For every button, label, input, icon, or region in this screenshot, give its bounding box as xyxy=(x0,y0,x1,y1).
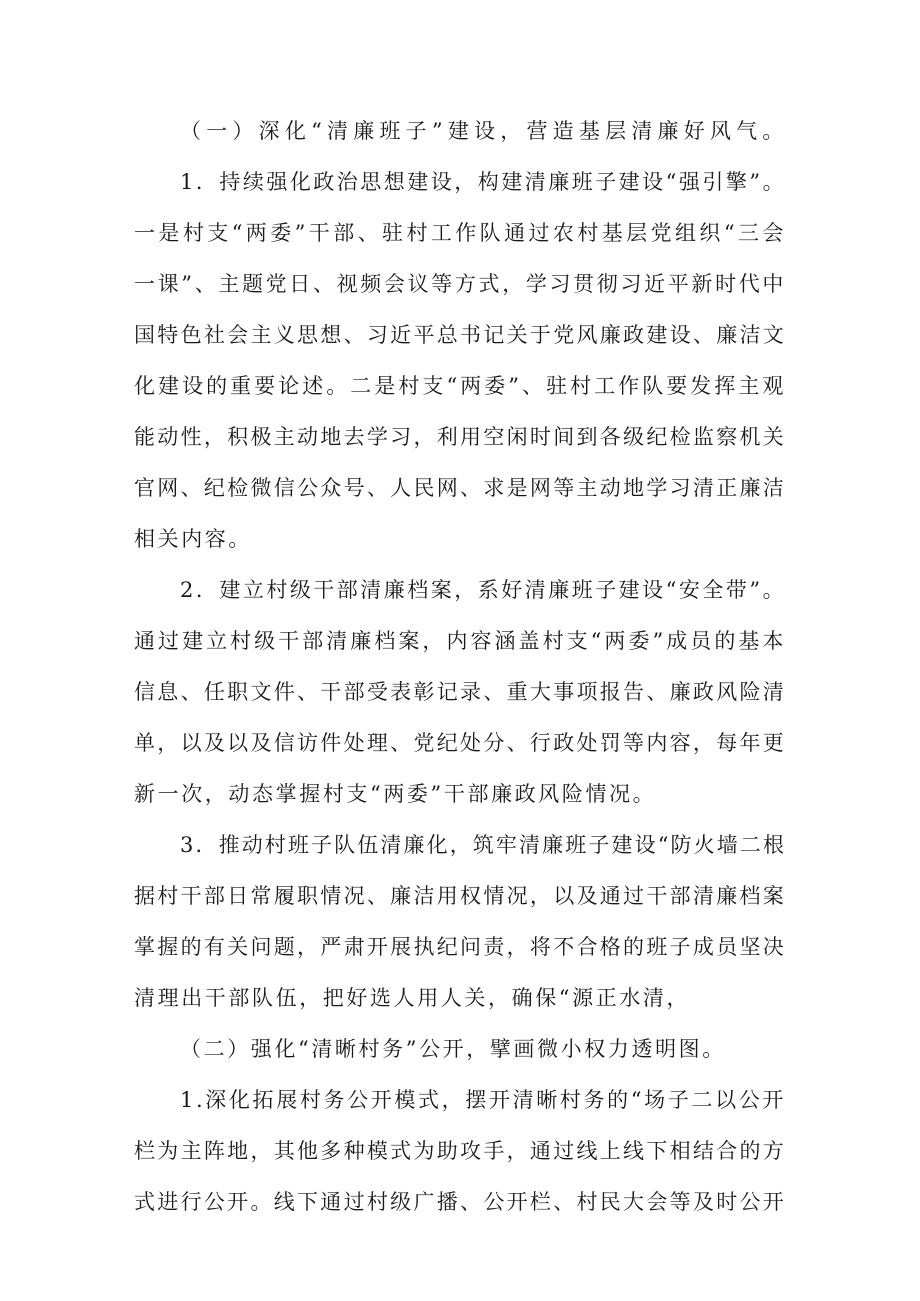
paragraph-line: 2．建立村级干部清廉档案，系好清廉班子建设“安全带”。 xyxy=(180,578,786,602)
section-heading-2: （二）强化“清晰村务”公开，擘画微小权力透明图。 xyxy=(180,1037,726,1061)
paragraph-line: 一是村支“两委”干部、驻村工作队通过农村基层党组织“三会 xyxy=(134,221,786,245)
paragraph-line: 新一次，动态掌握村支“两委”干部廉政风险情况。 xyxy=(134,782,657,806)
paragraph-line: 1．持续强化政治思想建设，构建清廉班子建设“强引擎”。 xyxy=(180,170,786,194)
section-heading-1: （一）深化“清廉班子”建设，营造基层清廉好风气。 xyxy=(180,119,786,143)
paragraph-line: 掌握的有关问题，严肃开展执纪问责，将不合格的班子成员坚决 xyxy=(134,935,786,959)
paragraph-line: 1.深化拓展村务公开模式，摆开清晰村务的“场子二以公开 xyxy=(180,1088,786,1112)
paragraph-line: 式进行公开。线下通过村级广播、公开栏、村民大会等及时公开 xyxy=(134,1190,786,1214)
paragraph-line: 信息、任职文件、干部受表彰记录、重大事项报告、廉政风险清 xyxy=(134,680,786,704)
paragraph-line: 化建设的重要论述。二是村支“两委”、驻村工作队要发挥主观 xyxy=(134,374,786,398)
paragraph-line: 通过建立村级干部清廉档案，内容涵盖村支“两委”成员的基本 xyxy=(134,629,786,653)
paragraph-line: 清理出干部队伍，把好选人用人关，确保“源正水清， xyxy=(134,986,691,1010)
paragraph-line: 一课”、主题党日、视频会议等方式，学习贯彻习近平新时代中 xyxy=(134,272,786,296)
paragraph-line: 官网、纪检微信公众号、人民网、求是网等主动地学习清正廉洁 xyxy=(134,476,786,500)
paragraph-line: 相关内容。 xyxy=(134,527,252,551)
paragraph-line: 栏为主阵地，其他多种模式为助攻手，通过线上线下相结合的方 xyxy=(134,1139,786,1163)
paragraph-line: 单，以及以及信访件处理、党纪处分、行政处罚等内容，每年更 xyxy=(134,731,786,755)
paragraph-line: 国特色社会主义思想、习近平总书记关于党风廉政建设、廉洁文 xyxy=(134,323,786,347)
paragraph-line: 据村干部日常履职情况、廉洁用权情况，以及通过干部清廉档案 xyxy=(134,884,786,908)
paragraph-line: 3．推动村班子队伍清廉化，筑牢清廉班子建设“防火墙二根 xyxy=(180,833,786,857)
paragraph-line: 能动性，积极主动地去学习，利用空闲时间到各级纪检监察机关 xyxy=(134,425,786,449)
